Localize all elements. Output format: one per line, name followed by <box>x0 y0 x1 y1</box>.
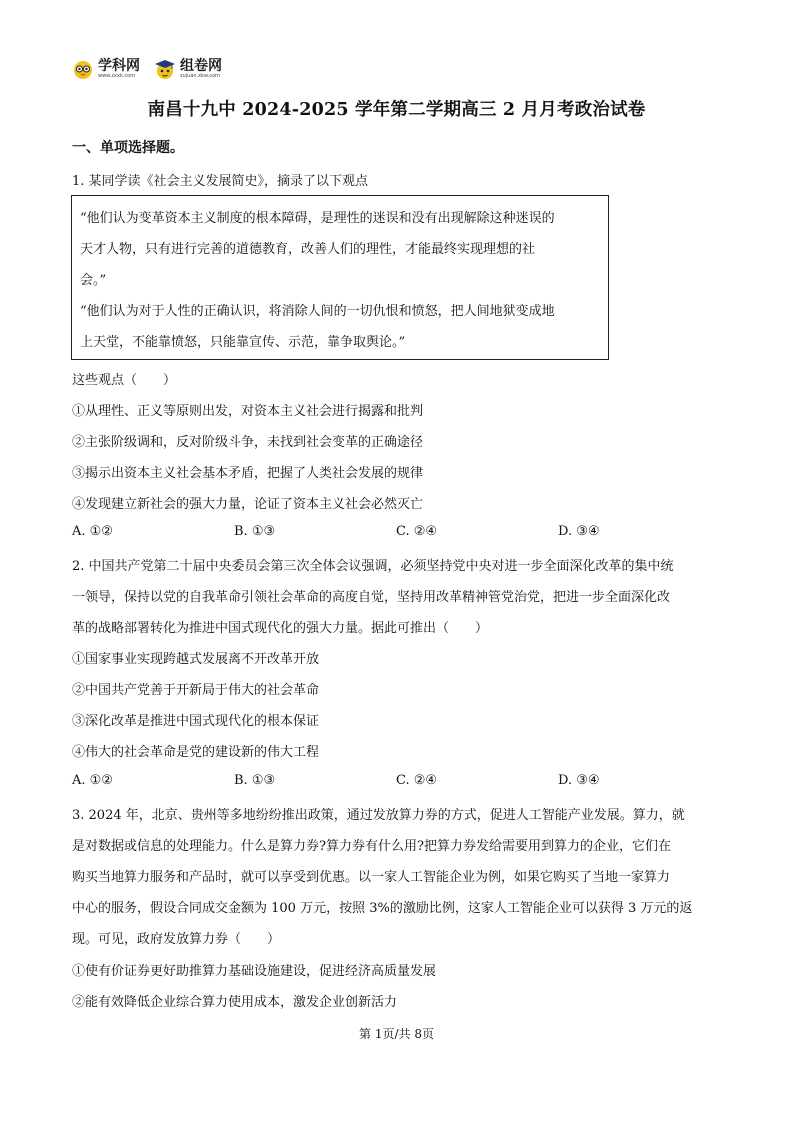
q2-option-d[interactable]: D. ③④ <box>558 773 600 788</box>
page-number: 第 1页/共 8页 <box>359 1027 434 1041</box>
q3-stem-line: 现。可见，政府发放算力券（ ） <box>72 932 281 947</box>
q1-statement: ③揭示出资本主义社会基本矛盾，把握了人类社会发展的规律 <box>72 466 424 481</box>
q2-option-a[interactable]: A. ①② <box>72 773 113 788</box>
q1-statement: ①从理性、正义等原则出发，对资本主义社会进行揭露和批判 <box>72 404 424 419</box>
grad-cap-logo-icon <box>154 58 176 80</box>
q1-option-b[interactable]: B. ①③ <box>234 524 276 539</box>
q1-stem: 1. 某同学读《社会主义发展简史》，摘录了以下观点 <box>72 174 369 189</box>
q1-option-c[interactable]: C. ②④ <box>396 524 438 539</box>
q2-stem-line: 一领导，保持以党的自我革命引领社会革命的高度自觉，坚持用改革精神管党治党，把进一步全面深化改 <box>72 590 671 605</box>
q1-quote-line: 会。” <box>80 273 107 288</box>
q1-prompt: 这些观点（ ） <box>72 373 177 388</box>
q2-statement: ②中国共产党善于开新局于伟大的社会革命 <box>72 683 320 698</box>
q1-quote-line: 天才人物，只有进行完善的道德教育，改善人们的理性，才能最终实现理想的社 <box>80 242 536 257</box>
section-heading: 一、单项选择题。 <box>72 140 184 156</box>
header-logos <box>72 58 222 80</box>
q1-quote-line: 上天堂，不能靠愤怒，只能靠宣传、示范，靠争取舆论。” <box>80 335 406 350</box>
q2-option-b[interactable]: B. ①③ <box>234 773 276 788</box>
q2-statement: ③深化改革是推进中国式现代化的根本保证 <box>72 714 320 729</box>
q1-option-d[interactable]: D. ③④ <box>558 524 600 539</box>
q1-statement: ②主张阶级调和，反对阶级斗争，未找到社会变革的正确途径 <box>72 435 424 450</box>
logo2-url: zujuan.xkw.com <box>180 73 220 79</box>
q1-option-a[interactable]: A. ①② <box>72 524 113 539</box>
q3-statement: ②能有效降低企业综合算力使用成本，激发企业创新活力 <box>72 995 398 1010</box>
logo2-name: 组卷网 <box>180 58 222 74</box>
logo1-name: 学科网 <box>98 58 140 74</box>
logo-xueke <box>72 58 140 80</box>
q2-stem-line: 2. 中国共产党第二十届中央委员会第三次全体会议强调，必须坚持党中央对进一步全面深化改革的集中统 <box>72 559 674 574</box>
q3-stem-line: 3. 2024 年，北京、贵州等多地纷纷推出政策，通过发放算力券的方式，促进人工智能产业发展。算力，就 <box>72 808 685 823</box>
exam-title: 南昌十九中 2024-2025 学年第二学期高三 2 月月考政治试卷 <box>147 100 646 120</box>
logo1-url: www.zxxk.com <box>98 73 136 79</box>
owl-logo-icon <box>72 58 94 80</box>
q2-stem-line: 革的战略部署转化为推进中国式现代化的强大力量。据此可推出（ ） <box>72 621 489 636</box>
q3-stem-line: 中心的服务，假设合同成交金额为 100 万元，按照 3%的激励比例，这家人工智能企业可以获得 3 万元的返 <box>72 901 693 916</box>
q3-statement: ①使有价证券更好助推算力基础设施建设，促进经济高质量发展 <box>72 964 437 979</box>
q1-quote-line: “他们认为变革资本主义制度的根本障碍，是理性的迷误和没有出现解除这种迷误的 <box>80 211 555 226</box>
q3-stem-line: 是对数据或信息的处理能力。什么是算力券?算力券有什么用?把算力券发给需要用到算力的企业，它们在 <box>72 839 671 854</box>
q3-stem-line: 购买当地算力服务和产品时，就可以享受到优惠。以一家人工智能企业为例，如果它购买了当地一家算力 <box>72 870 671 885</box>
q1-quote-line: “他们认为对于人性的正确认识，将消除人间的一切仇恨和愤怒，把人间地狱变成地 <box>80 304 555 319</box>
q2-statement: ①国家事业实现跨越式发展离不开改革开放 <box>72 652 320 667</box>
q2-option-c[interactable]: C. ②④ <box>396 773 438 788</box>
q2-statement: ④伟大的社会革命是党的建设新的伟大工程 <box>72 745 320 760</box>
q1-statement: ④发现建立新社会的强大力量，论证了资本主义社会必然灭亡 <box>72 497 424 512</box>
logo-zujuan <box>154 58 222 80</box>
